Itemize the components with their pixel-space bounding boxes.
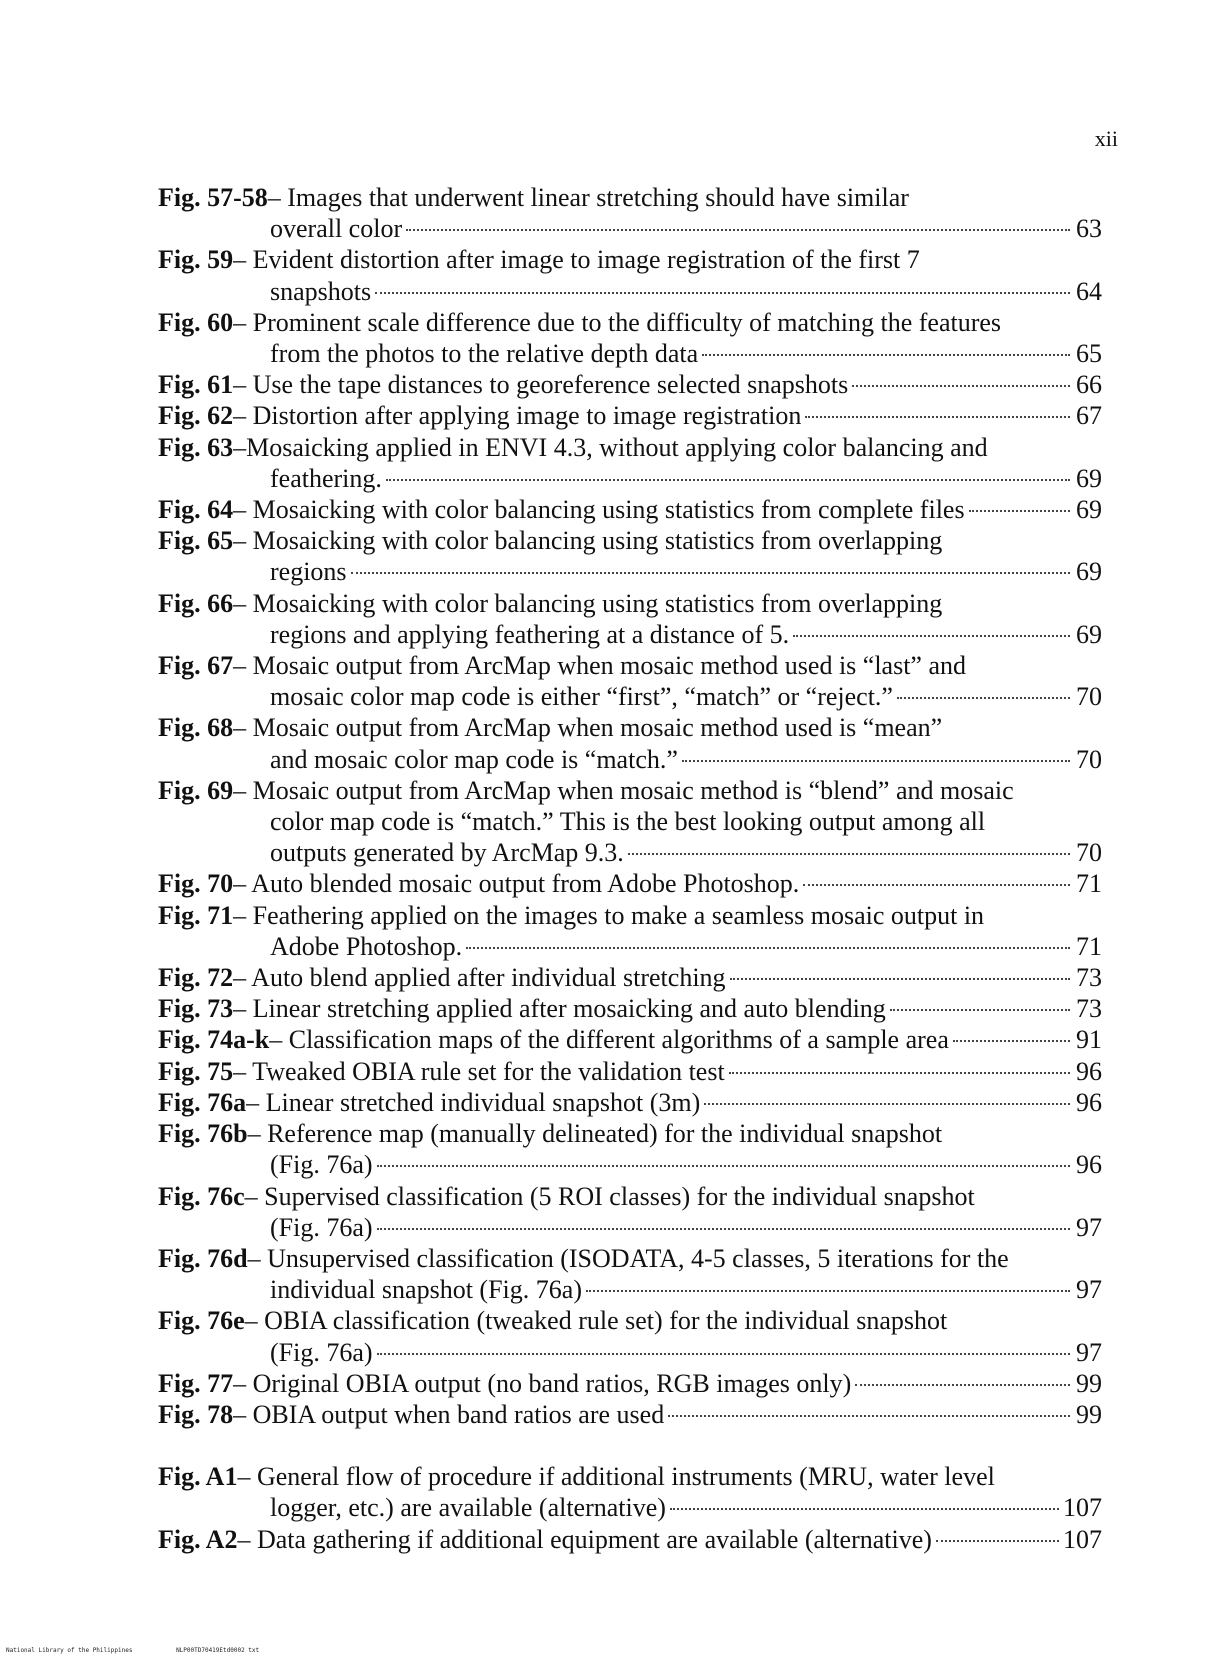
figure-label: Fig. 76c: [158, 1181, 245, 1211]
toc-entry-first-line: [158, 712, 1102, 743]
figure-caption: – Evident distortion after image to image registration of the first 7: [233, 245, 920, 275]
toc-entry[interactable]: [158, 1524, 1102, 1555]
figure-label: Fig. 68: [158, 713, 234, 743]
figure-caption: regions and applying feathering at a distance of 5.: [270, 619, 790, 649]
toc-entry-first-line: [158, 1305, 1102, 1336]
page-ref[interactable]: 107: [1063, 1524, 1102, 1554]
footer: [6, 1647, 299, 1654]
dot-leader: [953, 1040, 1070, 1042]
figure-caption: – Auto blend applied after individual stretching: [233, 963, 726, 993]
figure-caption: – Auto blended mosaic output from Adobe Photoshop.: [233, 869, 800, 899]
figure-caption: mosaic color map code is either “first”, “match” or “reject.”: [270, 682, 893, 712]
figure-caption: – OBIA classification (tweaked rule set) for the individual snapshot: [244, 1306, 948, 1336]
toc-entry[interactable]: [158, 868, 1102, 899]
dot-leader: [670, 1508, 1059, 1510]
figure-caption: – Tweaked OBIA rule set for the validation test: [233, 1056, 725, 1086]
toc-entry[interactable]: [158, 432, 1102, 494]
figure-caption: – Mosaicking with color balancing using statistics from overlapping: [233, 588, 943, 618]
figure-caption: – Use the tape distances to georeference selected snapshots: [233, 370, 849, 400]
figure-label: Fig. 71: [158, 900, 234, 930]
figure-label: Fig. 72: [158, 963, 234, 993]
toc-entry-first-line: [158, 1087, 1102, 1118]
figure-caption: –Mosaicking applied in ENVI 4.3, without applying color balancing and: [233, 432, 988, 462]
toc-entry-continuation-line: [158, 619, 1102, 650]
page-ref[interactable]: 97: [1076, 1212, 1102, 1242]
toc-entry[interactable]: [158, 1368, 1102, 1399]
toc-entry[interactable]: [158, 307, 1102, 369]
toc-entry[interactable]: [158, 525, 1102, 587]
dot-leader: [702, 354, 1070, 356]
page-ref[interactable]: 97: [1076, 1275, 1102, 1305]
dot-leader: [805, 416, 1070, 418]
toc-entry[interactable]: [158, 1181, 1102, 1243]
figure-label: Fig. 74a-k: [158, 1025, 270, 1055]
figure-caption: outputs generated by ArcMap 9.3.: [270, 838, 624, 868]
figure-label: Fig. 73: [158, 994, 234, 1024]
page-ref[interactable]: 66: [1076, 370, 1102, 400]
figure-label: Fig. 77: [158, 1368, 234, 1398]
figure-caption: – Mosaic output from ArcMap when mosaic method is “blend” and mosaic: [233, 775, 1014, 805]
figure-caption: overall color: [270, 214, 403, 244]
page-ref[interactable]: 69: [1076, 557, 1102, 587]
toc-entry[interactable]: [158, 1024, 1102, 1055]
toc-entry-continuation-line: [158, 744, 1102, 775]
toc-entry-first-line: [158, 1368, 1102, 1399]
figure-label: Fig. 67: [158, 651, 234, 681]
figure-caption: logger, etc.) are available (alternative): [270, 1493, 666, 1523]
dot-leader: [852, 385, 1070, 387]
figure-caption: – Mosaicking with color balancing using statistics from overlapping: [233, 526, 943, 556]
figure-caption: (Fig. 76a): [270, 1212, 373, 1242]
toc-entry[interactable]: [158, 244, 1102, 306]
toc-entry-first-line: [158, 1118, 1102, 1149]
figure-label: Fig. 59: [158, 245, 234, 275]
figure-label: Fig. 76a: [158, 1087, 247, 1117]
toc-entry[interactable]: [158, 400, 1102, 431]
figure-caption: from the photos to the relative depth data: [270, 339, 699, 369]
figure-caption: – OBIA output when band ratios are used: [233, 1399, 665, 1429]
figure-caption: – Classification maps of the different algorithms of a sample area: [269, 1025, 949, 1055]
toc-entry-first-line: [158, 369, 1102, 400]
toc-entry-continuation-line: [158, 837, 1102, 868]
page-ref[interactable]: 73: [1076, 963, 1102, 993]
dot-leader: [386, 479, 1070, 481]
page-ref[interactable]: 63: [1076, 214, 1102, 244]
toc-entry-continuation-line: [158, 1337, 1102, 1368]
toc-entry-first-line: [158, 432, 1102, 463]
page-ref[interactable]: 70: [1076, 682, 1102, 712]
toc-entry-first-line: [158, 650, 1102, 681]
toc-entry-continuation-line: [158, 806, 1102, 837]
figure-caption: snapshots: [270, 276, 372, 306]
figure-caption: – Supervised classification (5 ROI classes) for the individual snapshot: [244, 1181, 975, 1211]
dot-leader: [730, 978, 1070, 980]
page-ref[interactable]: 96: [1076, 1150, 1102, 1180]
toc-entry-first-line: [158, 1461, 1102, 1492]
page-ref[interactable]: 107: [1063, 1493, 1102, 1523]
figure-label: Fig. 75: [158, 1056, 234, 1086]
toc-entry-continuation-line: [158, 276, 1102, 307]
toc-entry-continuation-line: [158, 931, 1102, 962]
toc-entry-first-line: [158, 1024, 1102, 1055]
figure-caption: (Fig. 76a): [270, 1337, 373, 1367]
page-ref[interactable]: 99: [1076, 1399, 1102, 1429]
figure-caption: – Data gathering if additional equipment are available (alternative): [237, 1524, 932, 1554]
toc-entry[interactable]: [158, 962, 1102, 993]
toc-entry-first-line: [158, 494, 1102, 525]
figure-label: Fig. 66: [158, 588, 234, 618]
dot-leader: [628, 853, 1070, 855]
page-ref[interactable]: 65: [1076, 339, 1102, 369]
figure-caption: – Feathering applied on the images to make a seamless mosaic output in: [233, 900, 985, 930]
figure-label: Fig. 76e: [158, 1306, 245, 1336]
toc-entry-first-line: [158, 962, 1102, 993]
page-ref[interactable]: 69: [1076, 619, 1102, 649]
dot-leader: [377, 1165, 1070, 1167]
page-ref[interactable]: 96: [1076, 1056, 1102, 1086]
figure-caption: Adobe Photoshop.: [270, 931, 463, 961]
figure-caption: – General flow of procedure if additional instruments (MRU, water level: [237, 1462, 995, 1492]
page-ref[interactable]: 70: [1076, 838, 1102, 868]
dot-leader: [375, 292, 1070, 294]
toc-entry[interactable]: [158, 1399, 1102, 1430]
page-ref[interactable]: 91: [1076, 1025, 1102, 1055]
figure-caption: regions: [270, 557, 347, 587]
toc-entry[interactable]: [158, 775, 1102, 869]
dot-leader: [936, 1540, 1059, 1542]
page-ref[interactable]: 97: [1076, 1337, 1102, 1367]
figure-caption: individual snapshot (Fig. 76a): [270, 1275, 582, 1305]
page-ref[interactable]: 69: [1076, 463, 1102, 493]
toc-entry[interactable]: [158, 993, 1102, 1024]
dot-leader: [351, 572, 1070, 574]
dot-leader: [803, 884, 1070, 886]
dot-leader: [668, 1415, 1070, 1417]
dot-leader: [682, 760, 1070, 762]
figure-label: Fig. 57-58: [158, 183, 268, 212]
toc-entry-first-line: [158, 775, 1102, 806]
figure-label: Fig. 69: [158, 775, 234, 805]
dot-leader: [855, 1384, 1070, 1386]
figure-label: Fig. 62: [158, 401, 234, 431]
toc-entry[interactable]: [158, 588, 1102, 650]
page-ref[interactable]: 71: [1076, 869, 1102, 899]
figure-label: Fig. A1: [158, 1462, 238, 1492]
toc-entry[interactable]: [158, 182, 1102, 244]
toc-entry-continuation-line: [158, 463, 1102, 494]
figure-caption: feathering.: [270, 463, 382, 493]
figure-caption: – Linear stretching applied after mosaicking and auto blending: [233, 994, 886, 1024]
dot-leader: [969, 510, 1070, 512]
figure-caption: – Prominent scale difference due to the difficulty of matching the features: [233, 307, 1002, 337]
toc-entry-first-line: [158, 182, 1102, 213]
figure-label: Fig. 78: [158, 1399, 234, 1429]
list-of-figures: [158, 182, 1102, 1555]
toc-entry[interactable]: [158, 900, 1102, 962]
page-ref[interactable]: 70: [1076, 744, 1102, 774]
toc-entry[interactable]: [158, 369, 1102, 400]
toc-entry-first-line: [158, 400, 1102, 431]
figure-caption: – Unsupervised classification (ISODATA, 4-5 classes, 5 iterations for the: [247, 1243, 1009, 1273]
figure-caption: – Reference map (manually delineated) for the individual snapshot: [247, 1119, 943, 1149]
figure-label: Fig. 76d: [158, 1243, 248, 1273]
figure-caption: – Images that underwent linear stretching should have similar: [267, 183, 909, 212]
dot-leader: [586, 1290, 1070, 1292]
dot-leader: [704, 1103, 1070, 1105]
toc-entry[interactable]: [158, 1118, 1102, 1180]
toc-entry[interactable]: [158, 650, 1102, 712]
toc-entry-first-line: [158, 900, 1102, 931]
figure-caption: – Mosaicking with color balancing using statistics from complete files: [233, 495, 965, 525]
section-gap: [158, 1430, 1102, 1461]
toc-entry-first-line: [158, 1181, 1102, 1212]
figure-label: Fig. 70: [158, 869, 234, 899]
dot-leader: [897, 697, 1070, 699]
figure-caption: – Original OBIA output (no band ratios, RGB images only): [233, 1368, 852, 1398]
figure-label: Fig. 60: [158, 307, 234, 337]
page-ref[interactable]: 96: [1076, 1087, 1102, 1117]
figure-caption: – Mosaic output from ArcMap when mosaic method used is “mean”: [233, 713, 943, 743]
figure-caption: – Distortion after applying image to image registration: [233, 401, 802, 431]
toc-entry[interactable]: [158, 712, 1102, 774]
dot-leader: [890, 1009, 1070, 1011]
figure-caption: – Mosaic output from ArcMap when mosaic method used is “last” and: [233, 651, 967, 681]
figure-caption: and mosaic color map code is “match.”: [270, 744, 678, 774]
figure-label: Fig. 76b: [158, 1119, 248, 1149]
toc-entry-first-line: [158, 1524, 1102, 1555]
figure-label: Fig. 61: [158, 370, 234, 400]
figure-label: Fig. 65: [158, 526, 234, 556]
toc-entry-first-line: [158, 525, 1102, 556]
toc-entry-first-line: [158, 244, 1102, 275]
page-ref[interactable]: 69: [1076, 495, 1102, 525]
toc-entry[interactable]: [158, 1087, 1102, 1118]
footer-library: National Library of the Philippines: [6, 1647, 133, 1654]
dot-leader: [729, 1072, 1070, 1074]
figure-caption: – Linear stretched individual snapshot (3m): [246, 1087, 701, 1117]
toc-entry-first-line: [158, 307, 1102, 338]
toc-entry-continuation-line: [158, 1492, 1102, 1523]
toc-entry-continuation-line: [158, 213, 1102, 244]
toc-entry-first-line: [158, 1243, 1102, 1274]
toc-entry-first-line: [158, 1399, 1102, 1430]
toc-entry-first-line: [158, 588, 1102, 619]
toc-entry[interactable]: [158, 1243, 1102, 1305]
page-number: xii: [1094, 126, 1118, 151]
dot-leader: [793, 635, 1070, 637]
toc-entry-first-line: [158, 993, 1102, 1024]
toc-entry-continuation-line: [158, 556, 1102, 587]
toc-entry[interactable]: [158, 494, 1102, 525]
toc-entry[interactable]: [158, 1056, 1102, 1087]
figure-label: Fig. 63: [158, 432, 234, 462]
figure-caption: color map code is “match.” This is the best looking output among all: [270, 807, 986, 837]
dot-leader: [466, 947, 1070, 949]
footer-file-id: NLP00TD70419Etd0002 txt: [176, 1647, 260, 1654]
page-ref[interactable]: 67: [1076, 401, 1102, 431]
dot-leader: [377, 1353, 1070, 1355]
toc-entry-continuation-line: [158, 338, 1102, 369]
toc-entry-continuation-line: [158, 1274, 1102, 1305]
figure-caption: (Fig. 76a): [270, 1150, 373, 1180]
toc-entry-continuation-line: [158, 1149, 1102, 1180]
figure-label: Fig. 64: [158, 495, 234, 525]
page-ref[interactable]: 64: [1076, 276, 1102, 306]
toc-entry-first-line: [158, 868, 1102, 899]
toc-entry[interactable]: [158, 1461, 1102, 1523]
figure-label: Fig. A2: [158, 1524, 238, 1554]
toc-entry-continuation-line: [158, 1212, 1102, 1243]
dot-leader: [377, 1228, 1070, 1230]
page-ref[interactable]: 71: [1076, 931, 1102, 961]
page-ref[interactable]: 73: [1076, 994, 1102, 1024]
page-ref[interactable]: 99: [1076, 1368, 1102, 1398]
toc-entry[interactable]: [158, 1305, 1102, 1367]
toc-entry-first-line: [158, 1056, 1102, 1087]
dot-leader: [406, 229, 1070, 231]
toc-entry-continuation-line: [158, 681, 1102, 712]
